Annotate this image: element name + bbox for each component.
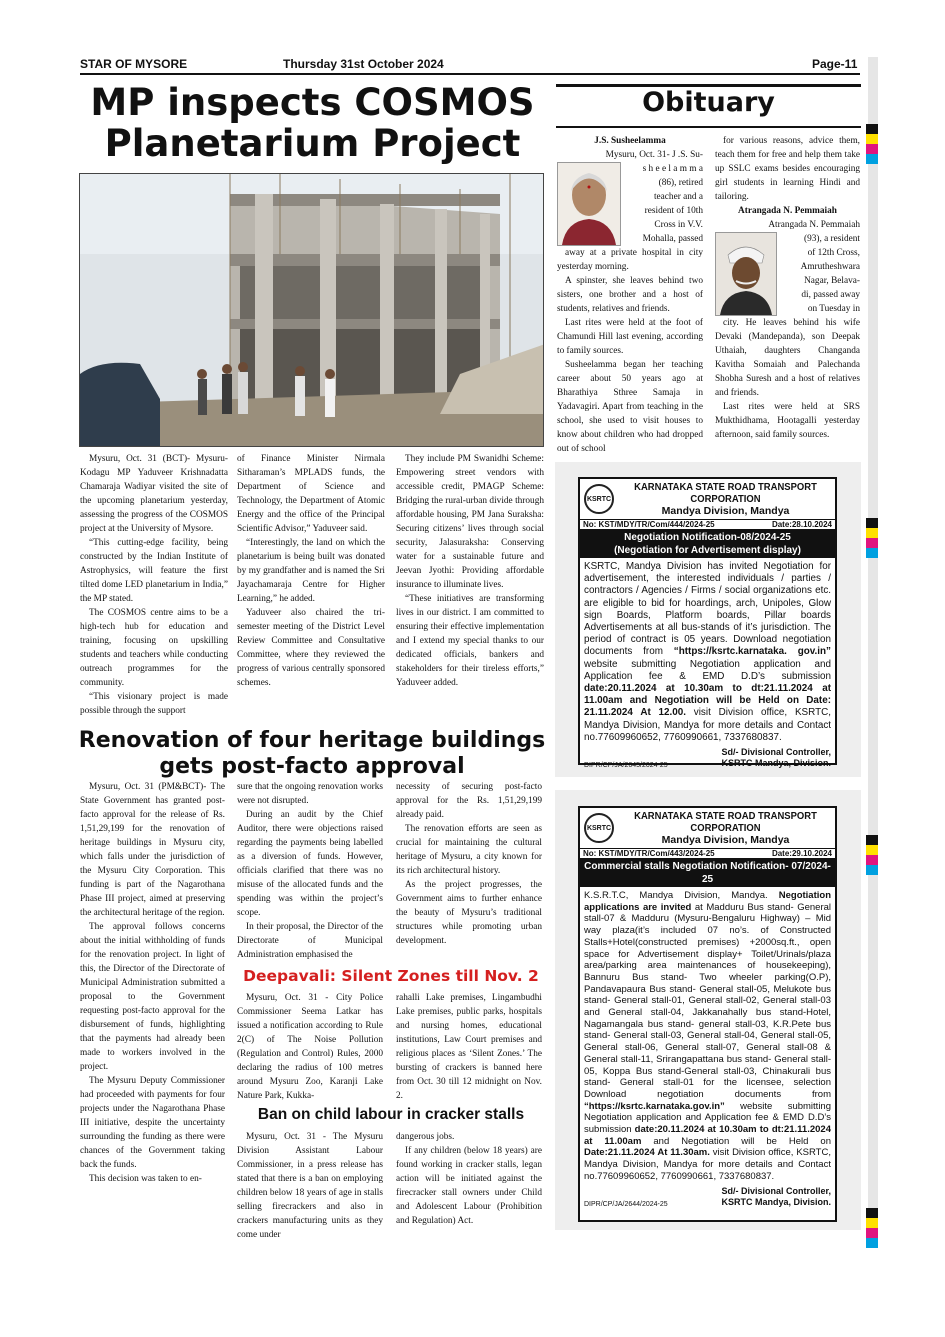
renovation-col-2 xyxy=(237,780,383,962)
renovation-col3-p3: As the project progresses, the Government aims to further enhance the beauty of Mysuru’s traditional structures while promoting urban development. xyxy=(396,880,542,946)
obit1-p2: A spinster, she leaves behind two sisters, one brother and a host of students, relatives and friends. xyxy=(557,276,703,314)
ad2-dipr: DIPR/CP/JA/2644/2024-25 xyxy=(584,1200,668,1208)
obit2-lead-5: Nagar, Belava- xyxy=(804,276,860,286)
ad2-body-d: and Negotiation will be Held on xyxy=(641,1135,831,1147)
ad1-body-a: KSRTC, Mandya Division has invited Negotiation for advertisement, the interested individuals / parties / contractors / Agencies / Firms / social organizations etc. are eligible to bid for hoardings, arch, Unipoles, Glow sign Boards, Platform boards, Pillar boards Advertisements at all bus-stands of it’s jurisdiction. The period of contract is 05 years. Download negotiation documents from xyxy=(584,561,831,658)
renovation-col1-p4: This decision was taken to en- xyxy=(89,1174,202,1184)
renovation-headline-line1: Renovation of four heritage buildings xyxy=(78,728,546,753)
cosmos-col1-p3: The COSMOS centre aims to be a high-tech hub for education and training, focusing on upskilling students and teachers while conducting outreach programmes for the community. xyxy=(80,608,228,688)
ad1-body-b: website submitting Negotiation application and Application fee & EMD D.D’s submission xyxy=(584,658,831,682)
ad1-ref-row xyxy=(580,519,835,530)
renovation-col1-p3: The Mysuru Deputy Commissioner had proceeded with payments for four projects under the Nagarothana Phase III initiative, despite the uncertainty surrounding the funding as there were chances of the Government taking back the funds. xyxy=(80,1076,225,1170)
cosmos-col1-p2: “This cutting-edge facility, being constructed by the Indian Institute of Astrophysics, will feature the first tilted dome LED planetarium in India,” the MP stated. xyxy=(80,538,228,604)
renovation-headline xyxy=(78,728,546,780)
construction-site-illustration xyxy=(80,174,544,447)
cosmos-site-photo xyxy=(79,173,544,447)
obit1-lead-3: (86), retired xyxy=(658,178,703,188)
obit2-lead-7: on Tuesday in xyxy=(807,304,860,314)
child-labour-col-3 xyxy=(396,1130,542,1228)
ad1-sig-line1: Sd/- Divisional Controller, xyxy=(721,747,831,758)
ad1-ref-no: No: KST/MDY/TR/Com/444/2024-25 xyxy=(583,520,715,529)
masthead-page: Page-11 xyxy=(812,57,858,71)
ad1-bar-title: Negotiation Notification-08/2024-25 xyxy=(624,532,791,543)
deepavali-col3-p1: rahalli Lake premises, Lingambudhi Lake premises, public parks, hospitals and nursing homes, educational institutions, Law Court premises and religious places as ‘Silent Zones.’ The bursting of crackers is banned here from Oct. 30 till 12 midnight on Nov. 2. xyxy=(396,993,542,1101)
deepavali-col-2 xyxy=(237,991,383,1103)
renovation-col3-p1: necessity of securing post-facto approval for the Rs. 1,51,29,199 already paid. xyxy=(396,782,542,820)
ksrtc-logo-icon-2: KSRTC xyxy=(584,813,614,843)
registration-marks-1 xyxy=(866,124,878,164)
man-portrait-icon xyxy=(716,233,776,315)
ksrtc-logo-icon: KSRTC xyxy=(584,484,614,514)
ad2-body-dates: date:20.11.2024 at 10.30am to dt:21.11.2024 at 11.00am xyxy=(584,1124,831,1147)
cosmos-col-1 xyxy=(80,452,228,718)
obit1-lead-5: resident of 10th xyxy=(644,206,703,216)
ad1-division: Mandya Division, Mandya xyxy=(661,505,790,517)
ad1-date: Date:28.10.2024 xyxy=(771,520,832,529)
ad1-box xyxy=(578,477,837,770)
ad2-body-b: at Madduru Bus stand- General stall-07 & Madduru (Mysuru-Bengaluru Highway) – Mid way plaza(it’s included 07 no’s. of Constructed Stalls+Hotel(constructed premises) +2000sq.ft., open space for Advertisement display+ Toilet/Urinals/plaza area/parking area maintenances of housekeeping), Bannuru Bus stand- Two wheeler parking(O.P), Pandavapaura Bus stand- General stall-05, Melukote bus stand- General stall-01, General stall-02, General stall-03 and General stall-04, Jakkanahally bus stand-Hotel, Nagamangala bus stand- general stall-03, K.R.Pete bus stand- General stall-03, General stall-04, General stall-05, General stall-06, General stall-07, General stall-08 & General stall-11, Srirangapattana bus stand- General stall-05, Koppa Bus stand-General stall-03, Chinakurali bus stand- General stall-01 for the licensee, selection Download negotiation documents from xyxy=(584,901,832,1100)
ad2-division: Mandya Division, Mandya xyxy=(661,834,790,846)
cosmos-headline xyxy=(80,83,545,164)
ad1-org: KARNATAKA STATE ROAD TRANSPORT CORPORATION xyxy=(634,481,817,505)
ad2-body-url: “https://ksrtc.karnataka.gov.in” xyxy=(584,1100,725,1112)
masthead-paper: STAR OF MYSORE xyxy=(80,57,188,71)
woman-portrait-icon xyxy=(558,163,620,245)
masthead-rule xyxy=(80,73,860,75)
obit1-p1: away at a private hospital in city yesterday morning. xyxy=(557,248,703,272)
margin-strip xyxy=(868,57,878,1247)
cosmos-col1-p1: Mysuru, Oct. 31 (BCT)- Mysuru-Kodagu MP Yaduveer Krishnadatta Chamaraja Wadiyar visited the site of the upcoming planetarium yesterday, assessing the progress of the COSMOS project at the University of Mysore. xyxy=(80,454,228,534)
cosmos-col-3 xyxy=(396,452,544,690)
ad1-body xyxy=(580,558,835,747)
ad2-sig-line1: Sd/- Divisional Controller, xyxy=(721,1185,831,1196)
obit2-lead-6: di, passed away xyxy=(801,290,860,300)
obituary-rule-bottom xyxy=(556,126,861,128)
ad1-body-dates: date:20.11.2024 at 10.30am to dt:21.11.2024 at 11.00am and Negotiation will be Held on Date: 21.11.2024 At 12.00. xyxy=(584,683,831,719)
obituary-title: Obituary xyxy=(642,87,775,118)
obit1-continued: for various reasons, advice them, teach them for free and help them take up SSLC exams besides encouraging girl students in learning Hindi and tailoring. xyxy=(715,136,860,202)
registration-marks-2 xyxy=(866,518,878,558)
cosmos-col2-p3: Yaduveer also chaired the tri-semester meeting of the District Level Review Committee and Consultative Committee, where they reviewed the progress of various centrally sponsored schemes. xyxy=(237,608,385,688)
ad1-bar-subtitle: (Negotiation for Advertisement display) xyxy=(614,545,801,556)
renovation-col1-p2: The approval follows concerns about the initial withholding of funds for the renovation project. In light of this, the Director of the Directorate of Municipal Administration submitted a proposal to the Government requesting post-facto approval for the disbursement of funds, highlighting that the payments had already been made to workers involved in the project. xyxy=(80,922,225,1072)
ad2-body-e: visit Division office, KSRTC, Mandya Division, Mandya for more details and Contact no.77609960652, 7760990661, 7337680837. xyxy=(584,1147,831,1182)
ad1-dipr: DIPR/CP/JA/2645/2024-25 xyxy=(584,762,668,770)
child-labour-col-2 xyxy=(237,1130,383,1242)
renovation-col-1 xyxy=(80,780,225,1186)
cosmos-col3-p1: They include PM Swanidhi Scheme: Empowering street vendors with accessible credit, PMAGP Scheme: Bridging the rural-urban divide through affordable housing, PM Jana Suraksha: Securing citizens’ lives through social security, Jalasuraksha: Conserving water for a sustainable future and Jeevan Jyothi: Providing affordable insurance to illuminate lives. xyxy=(396,454,544,590)
renovation-col-3 xyxy=(396,780,542,948)
child-labour-col3-p2: If any children (below 18 years) are found working in cracker stalls, legan action will be initiated against the firecracker stall owners under Child and Adolescent Labour (Prohibition and Regulation) Act. xyxy=(396,1146,542,1226)
obit2-lead-first: Atrangada N. Pemmaiah xyxy=(768,220,860,230)
ad2-body-c: website submitting Negotiation application and Application fee & EMD D.D’s submission xyxy=(584,1100,831,1136)
ad2-org: KARNATAKA STATE ROAD TRANSPORT CORPORATION xyxy=(634,810,817,834)
ad2-ref-row xyxy=(580,848,835,859)
renovation-col3-p2: The renovation efforts are seen as crucial for maintaining the cultural heritage of Mysuru, a city known for its rich architectural history. xyxy=(396,824,542,876)
ad2-header xyxy=(580,808,835,848)
ad2-box xyxy=(578,806,837,1222)
ad2-body-held: Date:21.11.2024 At 11.30am. xyxy=(584,1147,710,1159)
ad1-footer xyxy=(580,747,835,769)
obituary-col-2 xyxy=(715,134,860,442)
obit1-p4: Susheelamma began her teaching career about 50 years ago at Bharathiya Sthree Samaja in Yadavagiri. Apart from teaching in the school, she used to visit houses to know about children who had dropped out of school xyxy=(557,360,703,454)
ad2-notification-bar: Commercial stalls Negotiation Notification- 07/2024-25 xyxy=(580,859,835,887)
ad1-body-url: “https://ksrtc.karnataka. gov.in” xyxy=(673,646,831,658)
cosmos-col3-p2: “These initiatives are transforming lives in our district. I am committed to ensuring their effective implementation and I extend my special thanks to our dedicated officials, bankers and stakeholders for their tireless efforts,” Yaduveer added. xyxy=(396,594,544,688)
renovation-col2-p3: In their proposal, the Director of the Directorate of Municipal Administration emphasised the xyxy=(237,922,383,960)
ad2-body-invited: Negotiation applications are invited xyxy=(584,890,831,913)
cosmos-col2-p1: of Finance Minister Nirmala Sitharaman’s MPLADS funds, the Department of Science and Technology, the Department of Atomic Energy and the office of the Principal Scientific Advisor,” Yaduveer said. xyxy=(237,454,385,534)
obit1-lead-6: Cross in V.V. xyxy=(654,220,703,230)
obit1-lead-4: teacher and a xyxy=(653,192,703,202)
child-labour-col2-p1: Mysuru, Oct. 31 - The Mysuru Division Assistant Labour Commissioner, in a press release has stated that there is a ban on employing children below 18 years of age in stalls selling firecrackers and also in crackers manufacturing units as they come under xyxy=(237,1132,383,1240)
obit2-lead-3: of 12th Cross, xyxy=(807,248,860,258)
obit1-lead-first: Mysuru, Oct. 31- J .S. Su- xyxy=(605,150,703,160)
registration-marks-3 xyxy=(866,835,878,875)
obit2-p2: Last rites were held at SRS Mukthidhama, Hootagalli yesterday afternoon, said family sources. xyxy=(715,402,860,440)
obit1-p3: Last rites were held at the foot of Chamundi Hill last evening, according to family sources. xyxy=(557,318,703,356)
ad2-body-a: K.S.R.T.C, Mandya Division, Mandya. xyxy=(584,890,779,901)
ad2-date: Date:29.10.2024 xyxy=(771,849,832,858)
ad2-sig-line2: KSRTC Mandya, Division. xyxy=(721,1196,831,1207)
renovation-col1-p1: Mysuru, Oct. 31 (PM&BCT)- The State Government has granted post-facto approval for the release of Rs. 1,51,29,199 for the renovation of heritage buildings in Mysuru city, which falls under the jurisdiction of the Mysuru City Corporation. This funding is part of the Nagarothana Phase III project, aimed at preserving the architectural heritage of the region. xyxy=(80,782,225,918)
obit2-portrait xyxy=(715,232,777,316)
deepavali-headline: Deepavali: Silent Zones till Nov. 2 xyxy=(243,967,539,985)
masthead-date: Thursday 31st October 2024 xyxy=(283,57,444,71)
obit1-lead-7: Mohalla, passed xyxy=(642,234,703,244)
cosmos-headline-line2: Planetarium Project xyxy=(104,121,521,165)
obit1-name: J.S. Susheelamma xyxy=(594,136,666,146)
cosmos-col-2 xyxy=(237,452,385,690)
ad1-notification-bar xyxy=(580,530,835,558)
ad2-ref-no: No: KST/MDY/TR/Com/443/2024-25 xyxy=(583,849,715,858)
ad2-signature xyxy=(721,1186,831,1208)
ad1-signature xyxy=(721,747,831,769)
renovation-headline-line2: gets post-facto approval xyxy=(159,754,465,779)
obit2-p1: city. He leaves behind his wife Devaki (Mandepanda), son Deepak Uthaiah, daughters Changanda Kavitha Somaiah and Palechanda Shobha Suresh and a host of relatives and friends. xyxy=(715,318,860,398)
cosmos-col2-p2: “Interestingly, the land on which the planetarium is being built was donated by my grandfather and is named the Sri Jayachamaraja Centre for Higher Learning,” he added. xyxy=(237,538,385,604)
child-labour-headline: Ban on child labour in cracker stalls xyxy=(257,1106,525,1123)
obit1-lead-2: s h e e l a m m a xyxy=(642,164,703,174)
ad1-header xyxy=(580,479,835,519)
cosmos-col1-p4: “This visionary project is made possible through the support xyxy=(80,692,228,716)
obit2-lead-4: Amrutheshwara xyxy=(800,262,860,272)
renovation-col2-p1: sure that the ongoing renovation works were not disrupted. xyxy=(237,782,383,806)
obit2-name: Atrangada N. Pemmaiah xyxy=(738,206,837,216)
ad2-footer xyxy=(580,1186,835,1208)
deepavali-col-3 xyxy=(396,991,542,1103)
ad1-body-c: visit Division office, KSRTC, Mandya Division, Mandya for more details and Contact no.77609960652, 7760990661, 7337680837. xyxy=(584,707,831,743)
ad1-sig-line2: KSRTC Mandya, Division. xyxy=(721,758,831,769)
child-labour-col3-p1: dangerous jobs. xyxy=(396,1132,455,1142)
obit1-portrait xyxy=(557,162,621,246)
obituary-col-1 xyxy=(557,134,703,456)
ad2-body xyxy=(580,887,835,1186)
cosmos-headline-line1: MP inspects COSMOS xyxy=(90,81,535,124)
obit2-lead-2: (93), a resident xyxy=(803,234,860,244)
registration-marks-4 xyxy=(866,1208,878,1248)
renovation-col2-p2: During an audit by the Chief Auditor, there were objections raised regarding the payments being labelled as a diversion of funds. However, officials clarified that there was no misuse of the allocated funds and the spending was within the project’s scope. xyxy=(237,810,383,918)
deepavali-col2-p1: Mysuru, Oct. 31 - City Police Commissioner Seema Latkar has issued a notification according to Rule 2(C) of The Noise Pollution (Regulation and Control) Rules, 2000 declaring the radius of 100 metres around Mysuru Zoo, Karanji Lake Nature Park, Kukka- xyxy=(237,993,383,1101)
